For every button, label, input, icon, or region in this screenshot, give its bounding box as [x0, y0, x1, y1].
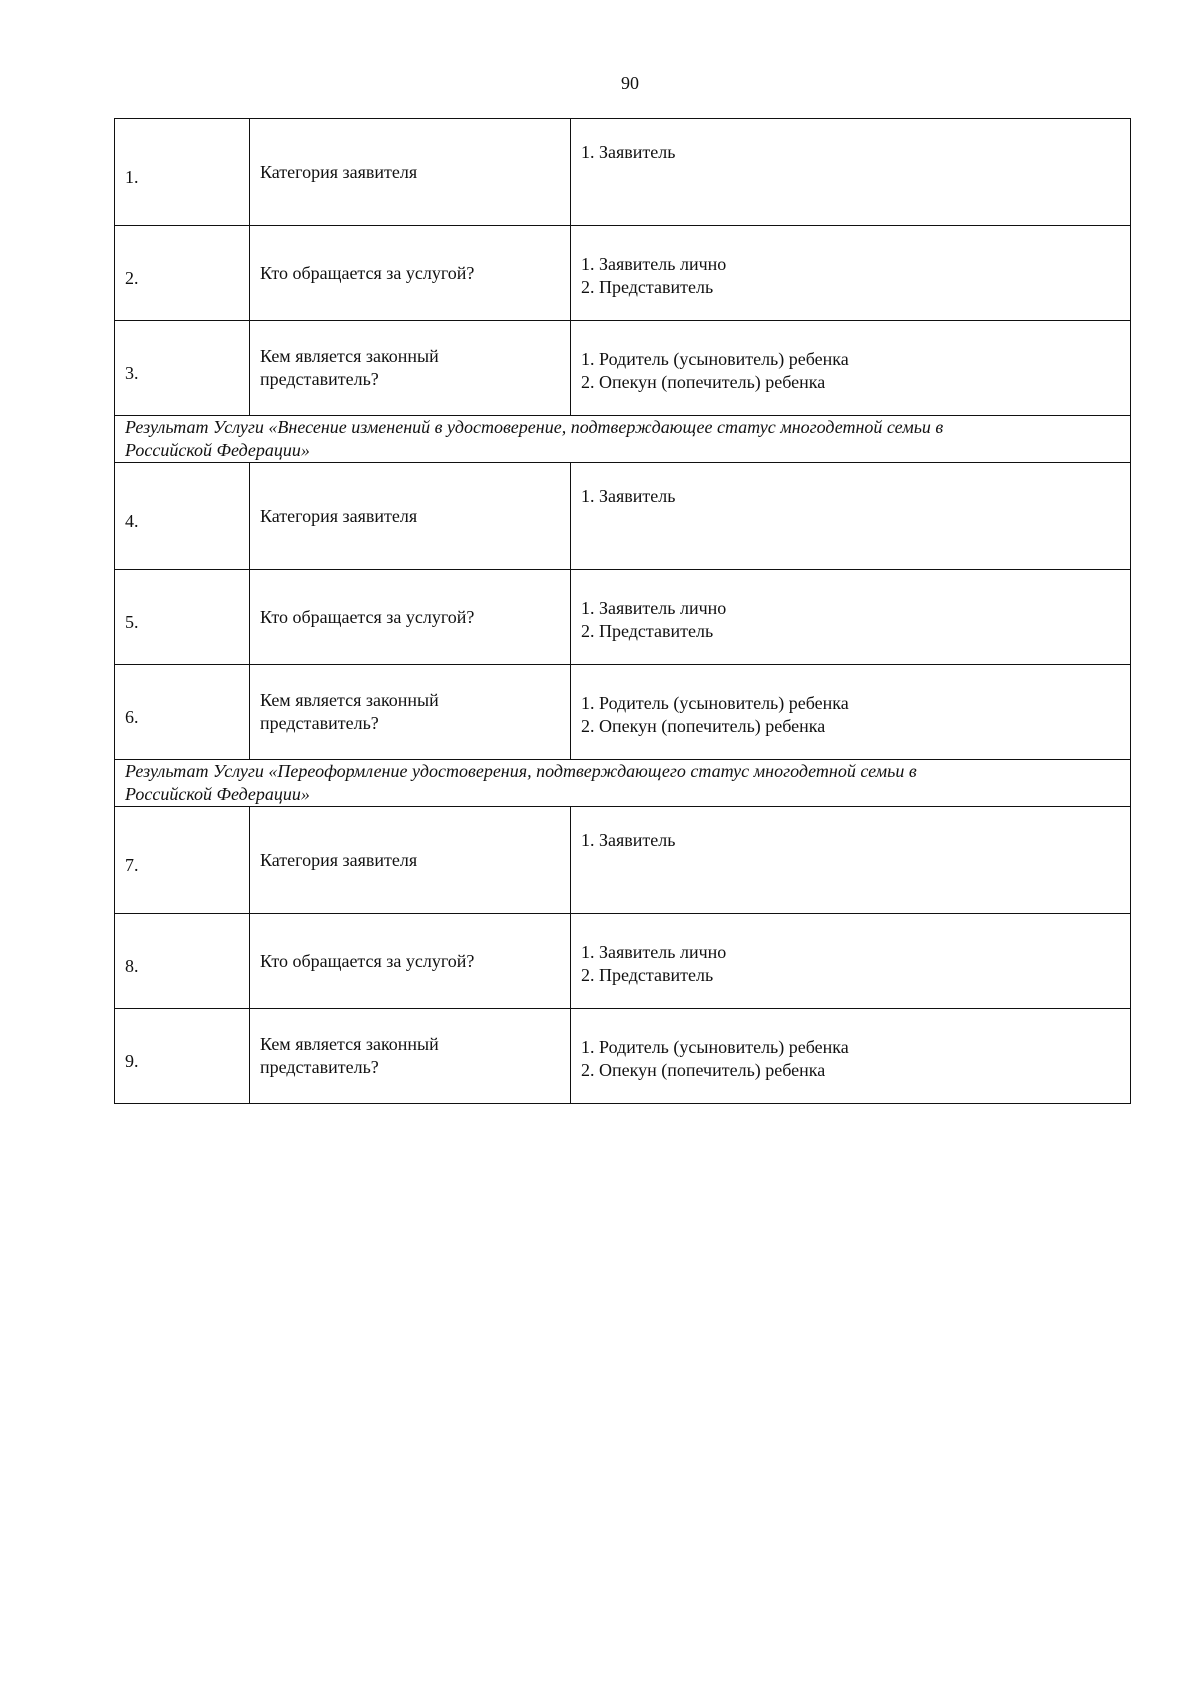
question-cell — [250, 914, 571, 1009]
table-row — [115, 321, 1131, 416]
question-line: Кто обращается за услугой? — [260, 606, 475, 627]
table-row — [115, 119, 1131, 226]
answer-option: 1. Заявитель лично — [581, 254, 727, 274]
answer-cell — [571, 321, 1131, 416]
answer-option: 1. Родитель (усыновитель) ребенка — [581, 1037, 849, 1057]
question-line: Кем является законный — [260, 690, 439, 710]
page-number: 90 — [621, 73, 639, 93]
question-line: представитель? — [260, 713, 379, 733]
section-heading-line: Российской Федерации» — [125, 784, 310, 804]
table-row — [115, 807, 1131, 914]
question-line: Категория заявителя — [260, 505, 418, 526]
answer-option: 1. Заявитель — [581, 142, 676, 162]
row-number: 6. — [115, 665, 250, 760]
question-cell — [250, 570, 571, 665]
row-number: 2. — [115, 226, 250, 321]
row-number: 5. — [115, 570, 250, 665]
answer-cell — [571, 570, 1131, 665]
question-line: Категория заявителя — [260, 849, 418, 870]
answer-option: 2. Опекун (попечитель) ребенка — [581, 372, 826, 392]
section-heading-line: Результат Услуги «Внесение изменений в удостоверение, подтверждающее статус многодетной семьи в — [125, 417, 944, 437]
answer-option: 1. Родитель (усыновитель) ребенка — [581, 349, 849, 369]
table-row — [115, 463, 1131, 570]
answer-option: 1. Заявитель лично — [581, 942, 727, 962]
answer-cell — [571, 914, 1131, 1009]
question-cell — [250, 807, 571, 914]
table-body — [115, 119, 1131, 1104]
table-row — [115, 665, 1131, 760]
answer-cell — [571, 463, 1131, 570]
question-line: Категория заявителя — [260, 161, 418, 182]
answer-option: 1. Заявитель — [581, 830, 676, 850]
section-heading — [115, 760, 1131, 807]
section-heading-row — [115, 760, 1131, 807]
answer-option: 2. Представитель — [581, 277, 714, 297]
question-cell — [250, 463, 571, 570]
applicant-criteria-table — [114, 118, 1131, 1104]
table-row — [115, 914, 1131, 1009]
answer-option: 2. Опекун (попечитель) ребенка — [581, 1060, 826, 1080]
section-heading — [115, 416, 1131, 463]
answer-option: 2. Опекун (попечитель) ребенка — [581, 716, 826, 736]
question-cell — [250, 1009, 571, 1104]
answer-option: 1. Родитель (усыновитель) ребенка — [581, 693, 849, 713]
answer-option: 2. Представитель — [581, 621, 714, 641]
row-number: 9. — [115, 1009, 250, 1104]
question-cell — [250, 119, 571, 226]
question-line: представитель? — [260, 1057, 379, 1077]
row-number: 4. — [115, 463, 250, 570]
section-heading-line: Результат Услуги «Переоформление удостоверения, подтверждающего статус многодетной семьи в — [125, 761, 917, 781]
row-number: 8. — [115, 914, 250, 1009]
answer-cell — [571, 119, 1131, 226]
question-cell — [250, 665, 571, 760]
question-line: Кто обращается за услугой? — [260, 950, 475, 971]
row-number: 3. — [115, 321, 250, 416]
table-row — [115, 1009, 1131, 1104]
answer-option: 1. Заявитель — [581, 486, 676, 506]
question-cell — [250, 226, 571, 321]
question-line: представитель? — [260, 369, 379, 389]
answer-cell — [571, 665, 1131, 760]
section-heading-line: Российской Федерации» — [125, 440, 310, 460]
row-number: 7. — [115, 807, 250, 914]
table-row — [115, 226, 1131, 321]
answer-cell — [571, 1009, 1131, 1104]
answer-cell — [571, 807, 1131, 914]
answer-option: 1. Заявитель лично — [581, 598, 727, 618]
section-heading-row — [115, 416, 1131, 463]
question-cell — [250, 321, 571, 416]
question-line: Кем является законный — [260, 1034, 439, 1054]
answer-cell — [571, 226, 1131, 321]
row-number: 1. — [115, 119, 250, 226]
question-line: Кем является законный — [260, 346, 439, 366]
table-row — [115, 570, 1131, 665]
question-line: Кто обращается за услугой? — [260, 262, 475, 283]
answer-option: 2. Представитель — [581, 965, 714, 985]
